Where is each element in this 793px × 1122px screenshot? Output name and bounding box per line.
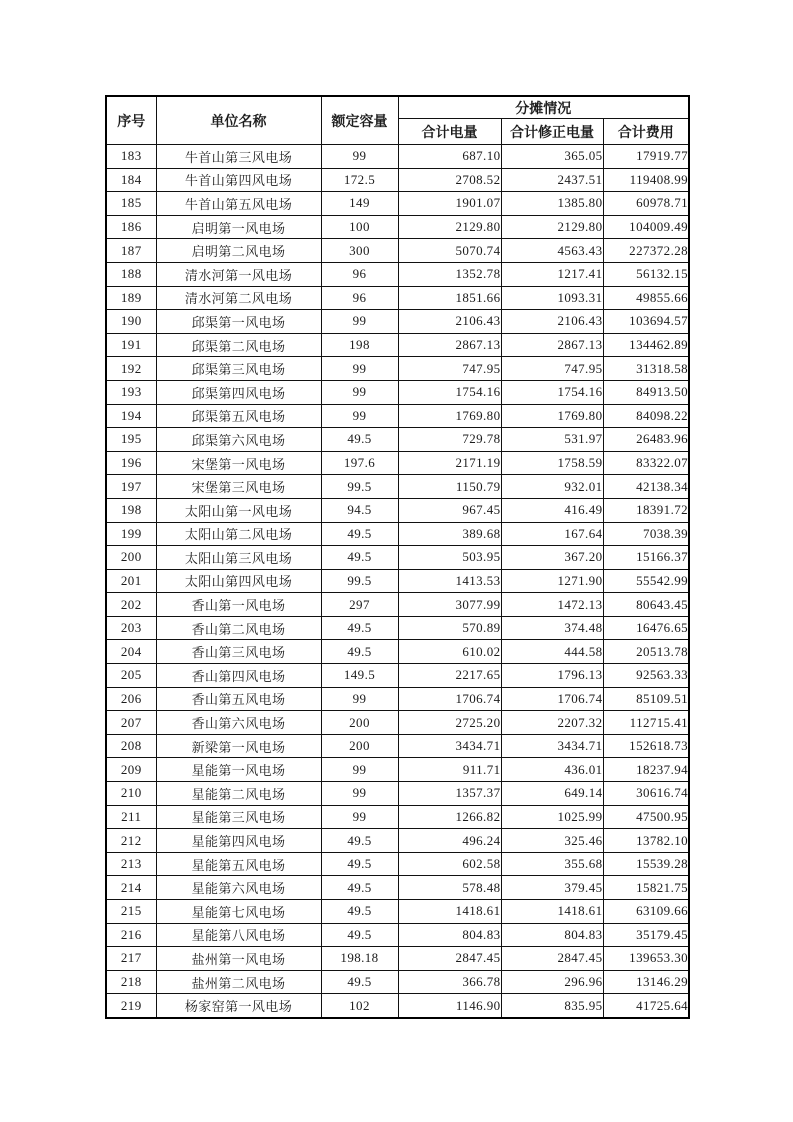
cell-capacity: 198.18: [321, 947, 398, 971]
cell-unit-name: 启明第二风电场: [156, 239, 321, 263]
col-header-unit-name: 单位名称: [156, 96, 321, 145]
table-row: [106, 168, 689, 192]
cell-total-cost: 15821.75: [603, 876, 689, 900]
table-row: [106, 498, 689, 522]
cell-capacity: 172.5: [321, 168, 398, 192]
table-row: [106, 687, 689, 711]
cell-unit-name: 邱渠第二风电场: [156, 333, 321, 357]
cell-capacity: 300: [321, 239, 398, 263]
cell-total-energy: 389.68: [398, 522, 501, 546]
cell-unit-name: 牛首山第五风电场: [156, 192, 321, 216]
cell-total-cost: 41725.64: [603, 994, 689, 1018]
cell-total-energy: 366.78: [398, 970, 501, 994]
cell-total-energy: 1851.66: [398, 286, 501, 310]
cell-total-energy: 496.24: [398, 829, 501, 853]
cell-index: 191: [106, 333, 156, 357]
cell-index: 196: [106, 451, 156, 475]
cell-corrected-energy: 1472.13: [501, 593, 603, 617]
table-row: [106, 947, 689, 971]
cell-total-cost: 112715.41: [603, 711, 689, 735]
cell-unit-name: 星能第四风电场: [156, 829, 321, 853]
table-row: [106, 357, 689, 381]
cell-total-energy: 1706.74: [398, 687, 501, 711]
cell-total-cost: 13146.29: [603, 970, 689, 994]
cell-corrected-energy: 444.58: [501, 640, 603, 664]
cell-index: 184: [106, 168, 156, 192]
cell-unit-name: 邱渠第四风电场: [156, 380, 321, 404]
cell-total-cost: 80643.45: [603, 593, 689, 617]
col-header-allocation-group: 分摊情况: [398, 96, 689, 119]
cell-corrected-energy: 436.01: [501, 758, 603, 782]
table-row: [106, 876, 689, 900]
cell-index: 213: [106, 852, 156, 876]
table-row: [106, 970, 689, 994]
table-row: [106, 758, 689, 782]
cell-corrected-energy: 367.20: [501, 546, 603, 570]
table-row: [106, 852, 689, 876]
table-row: [106, 734, 689, 758]
table-row: [106, 711, 689, 735]
cell-corrected-energy: 2129.80: [501, 215, 603, 239]
cell-index: 210: [106, 782, 156, 806]
cell-index: 186: [106, 215, 156, 239]
cell-total-cost: 84098.22: [603, 404, 689, 428]
col-header-corrected-energy: 合计修正电量: [501, 119, 603, 145]
cell-corrected-energy: 4563.43: [501, 239, 603, 263]
cell-corrected-energy: 1217.41: [501, 262, 603, 286]
cell-total-cost: 103694.57: [603, 310, 689, 334]
cell-total-cost: 49855.66: [603, 286, 689, 310]
cell-total-cost: 56132.15: [603, 262, 689, 286]
cell-index: 203: [106, 616, 156, 640]
cell-capacity: 200: [321, 711, 398, 735]
cell-total-cost: 13782.10: [603, 829, 689, 853]
cell-unit-name: 牛首山第四风电场: [156, 168, 321, 192]
table-header: [106, 96, 689, 145]
cell-index: 183: [106, 145, 156, 169]
cell-total-cost: 47500.95: [603, 805, 689, 829]
cell-capacity: 49.5: [321, 923, 398, 947]
cell-total-energy: 2217.65: [398, 664, 501, 688]
cell-capacity: 49.5: [321, 852, 398, 876]
table-row: [106, 286, 689, 310]
cell-unit-name: 星能第五风电场: [156, 852, 321, 876]
cell-unit-name: 邱渠第五风电场: [156, 404, 321, 428]
cell-index: 205: [106, 664, 156, 688]
cell-total-energy: 503.95: [398, 546, 501, 570]
table-row: [106, 569, 689, 593]
cell-total-cost: 92563.33: [603, 664, 689, 688]
cell-total-cost: 15539.28: [603, 852, 689, 876]
cell-unit-name: 清水河第二风电场: [156, 286, 321, 310]
cell-corrected-energy: 649.14: [501, 782, 603, 806]
cell-capacity: 99.5: [321, 475, 398, 499]
cell-corrected-energy: 355.68: [501, 852, 603, 876]
cell-index: 212: [106, 829, 156, 853]
cell-total-cost: 7038.39: [603, 522, 689, 546]
cell-total-cost: 31318.58: [603, 357, 689, 381]
cell-corrected-energy: 167.64: [501, 522, 603, 546]
cell-index: 185: [106, 192, 156, 216]
cell-index: 211: [106, 805, 156, 829]
cell-unit-name: 牛首山第三风电场: [156, 145, 321, 169]
cell-total-cost: 30616.74: [603, 782, 689, 806]
cell-total-energy: 1357.37: [398, 782, 501, 806]
cell-index: 199: [106, 522, 156, 546]
cell-total-cost: 16476.65: [603, 616, 689, 640]
cell-corrected-energy: 374.48: [501, 616, 603, 640]
cell-index: 193: [106, 380, 156, 404]
cell-unit-name: 太阳山第二风电场: [156, 522, 321, 546]
table-body: [106, 145, 689, 1018]
cell-capacity: 96: [321, 262, 398, 286]
cell-total-cost: 63109.66: [603, 900, 689, 924]
cell-total-cost: 18391.72: [603, 498, 689, 522]
cell-index: 219: [106, 994, 156, 1018]
cell-capacity: 49.5: [321, 970, 398, 994]
cell-total-cost: 55542.99: [603, 569, 689, 593]
cell-capacity: 96: [321, 286, 398, 310]
cell-index: 208: [106, 734, 156, 758]
cell-total-cost: 84913.50: [603, 380, 689, 404]
cell-index: 215: [106, 900, 156, 924]
table-row: [106, 616, 689, 640]
cell-capacity: 99: [321, 404, 398, 428]
cell-unit-name: 香山第五风电场: [156, 687, 321, 711]
table-row: [106, 475, 689, 499]
cell-corrected-energy: 365.05: [501, 145, 603, 169]
cell-index: 189: [106, 286, 156, 310]
cell-unit-name: 宋堡第一风电场: [156, 451, 321, 475]
cell-corrected-energy: 1093.31: [501, 286, 603, 310]
cell-capacity: 99: [321, 357, 398, 381]
cell-total-energy: 1413.53: [398, 569, 501, 593]
cell-total-energy: 2867.13: [398, 333, 501, 357]
cell-corrected-energy: 2847.45: [501, 947, 603, 971]
cell-capacity: 49.5: [321, 829, 398, 853]
cell-total-energy: 911.71: [398, 758, 501, 782]
cell-total-energy: 578.48: [398, 876, 501, 900]
cell-capacity: 102: [321, 994, 398, 1018]
cell-total-cost: 15166.37: [603, 546, 689, 570]
cell-total-energy: 2171.19: [398, 451, 501, 475]
cell-index: 214: [106, 876, 156, 900]
cell-corrected-energy: 1754.16: [501, 380, 603, 404]
cell-index: 201: [106, 569, 156, 593]
cell-unit-name: 新梁第一风电场: [156, 734, 321, 758]
cell-capacity: 49.5: [321, 428, 398, 452]
cell-total-energy: 967.45: [398, 498, 501, 522]
col-header-total-energy: 合计电量: [398, 119, 501, 145]
cell-unit-name: 邱渠第一风电场: [156, 310, 321, 334]
table-row: [106, 310, 689, 334]
cell-index: 190: [106, 310, 156, 334]
cell-capacity: 94.5: [321, 498, 398, 522]
cell-corrected-energy: 747.95: [501, 357, 603, 381]
cell-index: 217: [106, 947, 156, 971]
cell-corrected-energy: 296.96: [501, 970, 603, 994]
cell-total-cost: 60978.71: [603, 192, 689, 216]
cell-total-cost: 18237.94: [603, 758, 689, 782]
cell-total-energy: 1266.82: [398, 805, 501, 829]
table-row: [106, 805, 689, 829]
cell-total-energy: 687.10: [398, 145, 501, 169]
col-header-total-cost: 合计费用: [603, 119, 689, 145]
cell-corrected-energy: 3434.71: [501, 734, 603, 758]
cell-unit-name: 太阳山第一风电场: [156, 498, 321, 522]
cell-unit-name: 清水河第一风电场: [156, 262, 321, 286]
col-header-index: 序号: [106, 96, 156, 145]
cell-capacity: 99: [321, 310, 398, 334]
table-row: [106, 215, 689, 239]
cell-capacity: 49.5: [321, 522, 398, 546]
cell-capacity: 99: [321, 758, 398, 782]
cell-unit-name: 杨家窑第一风电场: [156, 994, 321, 1018]
cell-total-energy: 2725.20: [398, 711, 501, 735]
cell-total-cost: 20513.78: [603, 640, 689, 664]
cell-corrected-energy: 2437.51: [501, 168, 603, 192]
cell-unit-name: 启明第一风电场: [156, 215, 321, 239]
cell-corrected-energy: 835.95: [501, 994, 603, 1018]
cell-unit-name: 太阳山第四风电场: [156, 569, 321, 593]
cell-unit-name: 香山第四风电场: [156, 664, 321, 688]
table-row: [106, 640, 689, 664]
cell-corrected-energy: 932.01: [501, 475, 603, 499]
cell-total-cost: 26483.96: [603, 428, 689, 452]
table-row: [106, 262, 689, 286]
table-row: [106, 829, 689, 853]
table-row: [106, 451, 689, 475]
cell-corrected-energy: 2207.32: [501, 711, 603, 735]
cell-capacity: 100: [321, 215, 398, 239]
cell-total-cost: 85109.51: [603, 687, 689, 711]
cell-index: 197: [106, 475, 156, 499]
cell-corrected-energy: 379.45: [501, 876, 603, 900]
cell-corrected-energy: 1418.61: [501, 900, 603, 924]
cell-capacity: 149.5: [321, 664, 398, 688]
cell-total-energy: 3077.99: [398, 593, 501, 617]
table-row: [106, 546, 689, 570]
cell-capacity: 49.5: [321, 900, 398, 924]
cell-total-cost: 227372.28: [603, 239, 689, 263]
cell-index: 194: [106, 404, 156, 428]
cell-total-energy: 570.89: [398, 616, 501, 640]
cell-unit-name: 邱渠第三风电场: [156, 357, 321, 381]
cell-capacity: 99: [321, 380, 398, 404]
cell-total-energy: 1901.07: [398, 192, 501, 216]
cell-unit-name: 太阳山第三风电场: [156, 546, 321, 570]
cell-unit-name: 盐州第一风电场: [156, 947, 321, 971]
cell-unit-name: 香山第六风电场: [156, 711, 321, 735]
cell-corrected-energy: 416.49: [501, 498, 603, 522]
table-row: [106, 522, 689, 546]
cell-total-energy: 747.95: [398, 357, 501, 381]
cell-index: 198: [106, 498, 156, 522]
cell-total-energy: 1146.90: [398, 994, 501, 1018]
cell-unit-name: 星能第七风电场: [156, 900, 321, 924]
cell-capacity: 200: [321, 734, 398, 758]
cell-total-cost: 139653.30: [603, 947, 689, 971]
cell-total-cost: 42138.34: [603, 475, 689, 499]
cell-corrected-energy: 1796.13: [501, 664, 603, 688]
cell-unit-name: 星能第三风电场: [156, 805, 321, 829]
cell-total-energy: 1418.61: [398, 900, 501, 924]
table-row: [106, 145, 689, 169]
cell-capacity: 99.5: [321, 569, 398, 593]
cell-index: 206: [106, 687, 156, 711]
cell-total-cost: 17919.77: [603, 145, 689, 169]
cell-total-energy: 2129.80: [398, 215, 501, 239]
table-row: [106, 664, 689, 688]
table-row: [106, 239, 689, 263]
cell-index: 216: [106, 923, 156, 947]
cell-capacity: 197.6: [321, 451, 398, 475]
col-header-capacity: 额定容量: [321, 96, 398, 145]
cell-capacity: 49.5: [321, 640, 398, 664]
cell-total-energy: 1754.16: [398, 380, 501, 404]
cell-unit-name: 星能第六风电场: [156, 876, 321, 900]
cell-capacity: 198: [321, 333, 398, 357]
table-row: [106, 404, 689, 428]
table-row: [106, 923, 689, 947]
cell-total-cost: 119408.99: [603, 168, 689, 192]
table-row: [106, 782, 689, 806]
cell-total-energy: 1352.78: [398, 262, 501, 286]
cell-index: 192: [106, 357, 156, 381]
cell-unit-name: 香山第一风电场: [156, 593, 321, 617]
cell-total-energy: 2847.45: [398, 947, 501, 971]
cell-total-energy: 610.02: [398, 640, 501, 664]
allocation-table: [105, 95, 690, 1019]
cell-capacity: 99: [321, 805, 398, 829]
table-row: [106, 380, 689, 404]
cell-total-energy: 2106.43: [398, 310, 501, 334]
cell-total-energy: 2708.52: [398, 168, 501, 192]
cell-capacity: 49.5: [321, 876, 398, 900]
cell-index: 188: [106, 262, 156, 286]
cell-index: 207: [106, 711, 156, 735]
cell-corrected-energy: 1706.74: [501, 687, 603, 711]
cell-unit-name: 星能第一风电场: [156, 758, 321, 782]
cell-index: 195: [106, 428, 156, 452]
table-row: [106, 593, 689, 617]
cell-unit-name: 盐州第二风电场: [156, 970, 321, 994]
cell-total-energy: 1769.80: [398, 404, 501, 428]
cell-unit-name: 邱渠第六风电场: [156, 428, 321, 452]
cell-corrected-energy: 531.97: [501, 428, 603, 452]
cell-capacity: 99: [321, 782, 398, 806]
cell-corrected-energy: 325.46: [501, 829, 603, 853]
cell-total-energy: 602.58: [398, 852, 501, 876]
cell-unit-name: 香山第二风电场: [156, 616, 321, 640]
cell-unit-name: 香山第三风电场: [156, 640, 321, 664]
table-row: [106, 900, 689, 924]
cell-index: 200: [106, 546, 156, 570]
cell-corrected-energy: 1769.80: [501, 404, 603, 428]
cell-capacity: 149: [321, 192, 398, 216]
cell-index: 209: [106, 758, 156, 782]
table-row: [106, 192, 689, 216]
cell-capacity: 99: [321, 145, 398, 169]
cell-capacity: 99: [321, 687, 398, 711]
cell-total-cost: 83322.07: [603, 451, 689, 475]
cell-index: 187: [106, 239, 156, 263]
cell-corrected-energy: 2867.13: [501, 333, 603, 357]
cell-index: 204: [106, 640, 156, 664]
cell-unit-name: 星能第二风电场: [156, 782, 321, 806]
cell-index: 202: [106, 593, 156, 617]
cell-corrected-energy: 1758.59: [501, 451, 603, 475]
cell-total-cost: 134462.89: [603, 333, 689, 357]
cell-total-energy: 3434.71: [398, 734, 501, 758]
cell-index: 218: [106, 970, 156, 994]
header-row-group: [106, 96, 689, 119]
cell-corrected-energy: 1025.99: [501, 805, 603, 829]
cell-total-energy: 729.78: [398, 428, 501, 452]
cell-total-energy: 5070.74: [398, 239, 501, 263]
cell-unit-name: 宋堡第三风电场: [156, 475, 321, 499]
cell-total-cost: 104009.49: [603, 215, 689, 239]
cell-capacity: 297: [321, 593, 398, 617]
cell-unit-name: 星能第八风电场: [156, 923, 321, 947]
cell-corrected-energy: 2106.43: [501, 310, 603, 334]
cell-total-energy: 804.83: [398, 923, 501, 947]
cell-capacity: 49.5: [321, 546, 398, 570]
table-row: [106, 994, 689, 1018]
cell-corrected-energy: 1271.90: [501, 569, 603, 593]
cell-total-energy: 1150.79: [398, 475, 501, 499]
cell-corrected-energy: 804.83: [501, 923, 603, 947]
table-row: [106, 428, 689, 452]
cell-total-cost: 152618.73: [603, 734, 689, 758]
cell-total-cost: 35179.45: [603, 923, 689, 947]
cell-capacity: 49.5: [321, 616, 398, 640]
table-row: [106, 333, 689, 357]
cell-corrected-energy: 1385.80: [501, 192, 603, 216]
